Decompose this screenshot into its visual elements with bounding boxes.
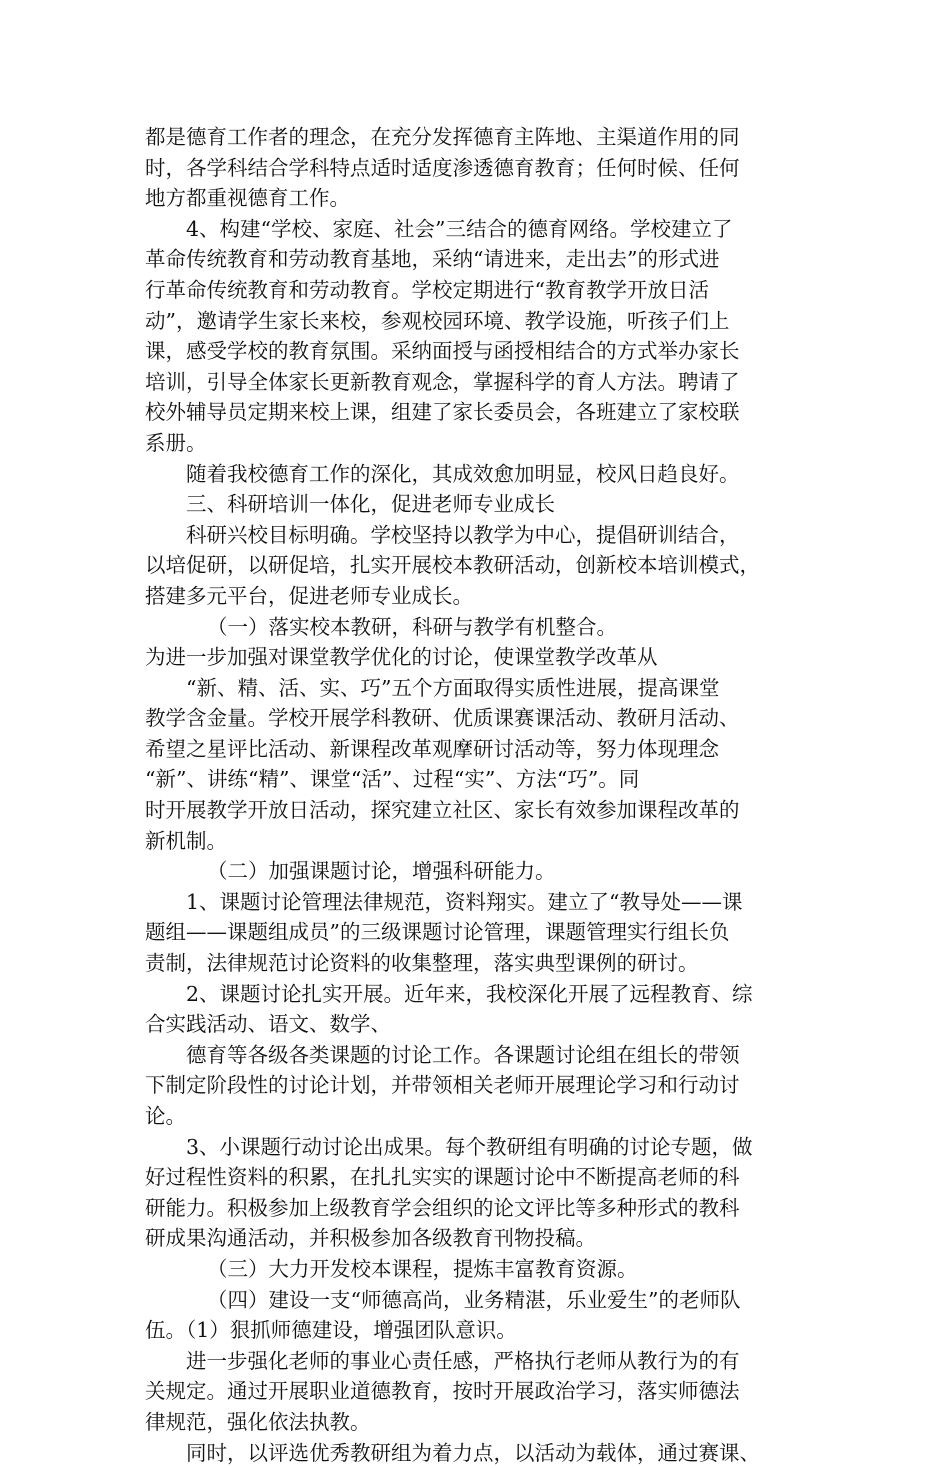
text-line: 系册。 [145,430,207,455]
text-line: 动”，邀请学生家长来校，参观校园环境、教学设施，听孩子们上 [145,308,730,333]
text-line: 随着我校德育工作的深化，其成效愈加明显，校风日趋良好。 [186,461,740,486]
text-line: 课，感受学校的教育氛围。采纳面授与函授相结合的方式举办家长 [145,339,740,364]
text-line: 关规定。通过开展职业道德教育，按时开展政治学习，落实师德法 [145,1379,740,1404]
subsection-heading: （一）落实校本教研，科研与教学有机整合。 [207,614,617,639]
text-line: 行革命传统教育和劳动教育。学校定期进行“教育教学开放日活 [145,277,709,302]
text-line: 时开展教学开放日活动，探究建立社区、家长有效参加课程改革的 [145,798,740,823]
text-line: 希望之星评比活动、新课程改革观摩研讨活动等，努力体现理念 [145,736,719,761]
text-line: 1、课题讨论管理法律规范，资料翔实。建立了“教导处——课 [186,889,743,914]
text-line: 革命传统教育和劳动教育基地，采纳“请进来，走出去”的形式进 [145,247,720,272]
text-line: 伍。（1）狠抓师德建设，增强团队意识。 [145,1318,517,1343]
subsection-heading: （四）建设一支“师德高尚，业务精湛，乐业爱生”的老师队 [207,1287,741,1312]
subsection-heading: （三）大力开发校本课程，提炼丰富教育资源。 [207,1256,638,1281]
text-line: 同时，以评选优秀教研组为着力点，以活动为载体，通过赛课、 [186,1440,760,1465]
text-line: “新、精、活、实、巧”五个方面取得实质性进展，提高课堂 [186,675,720,700]
text-line: “新”、讲练“精”、课堂“活”、过程“实”、方法“巧”。同 [145,767,640,792]
text-line: 4、构建“学校、家庭、社会”三结合的德育网络。学校建立了 [186,216,733,241]
text-line: 合实践活动、语文、数学、 [145,1012,391,1037]
document-body [145,122,835,1468]
text-line: 科研兴校目标明确。学校坚持以教学为中心，提倡研训结合， [186,522,740,547]
text-line: 题组——课题组成员”的三级课题讨论管理，课题管理实行组长负 [145,920,730,945]
text-line: 时，各学科结合学科特点适时适度渗透德育教育；任何时候、任何 [145,155,740,180]
text-line: 3、小课题行动讨论出成果。每个教研组有明确的讨论专题，做 [186,1134,753,1159]
text-line: 研成果沟通活动，并积极参加各级教育刊物投稿。 [145,1226,596,1251]
section-heading: 三、科研培训一体化，促进老师专业成长 [186,492,555,517]
text-line: 地方都重视德育工作。 [145,186,350,211]
text-line: 论。 [145,1104,186,1128]
text-line: 律规范，强化依法执教。 [145,1409,371,1434]
subsection-heading: （二）加强课题讨论，增强科研能力。 [207,859,556,884]
text-line: 为进一步加强对课堂教学优化的讨论，使课堂教学改革从 [145,645,658,670]
text-line: 以培促研，以研促培，扎实开展校本教研活动，创新校本培训模式， [145,553,760,578]
text-line: 德育等各级各类课题的讨论工作。各课题讨论组在组长的带领 [186,1042,740,1067]
text-line: 2、课题讨论扎实开展。近年来，我校深化开展了远程教育、综 [186,981,753,1006]
text-line: 进一步强化老师的事业心责任感，严格执行老师从教行为的有 [186,1348,740,1373]
text-line: 责制，法律规范讨论资料的收集整理，落实典型课例的研讨。 [145,951,699,976]
text-line: 新机制。 [145,828,227,853]
text-line: 好过程性资料的积累，在扎扎实实的课题讨论中不断提高老师的科 [145,1165,740,1190]
text-line: 培训，引导全体家长更新教育观念，掌握科学的育人方法。聘请了 [145,369,740,394]
text-line: 研能力。积极参加上级教育学会组织的论文评比等多种形式的教科 [145,1195,740,1220]
text-line: 搭建多元平台，促进老师专业成长。 [145,583,473,608]
text-line: 教学含金量。学校开展学科教研、优质课赛课活动、教研月活动、 [145,706,740,731]
text-line: 下制定阶段性的讨论计划，并带领相关老师开展理论学习和行动讨 [145,1073,740,1098]
text-line: 校外辅导员定期来校上课，组建了家长委员会，各班建立了家校联 [145,400,740,425]
text-line: 都是德育工作者的理念，在充分发挥德育主阵地、主渠道作用的同 [145,125,740,149]
